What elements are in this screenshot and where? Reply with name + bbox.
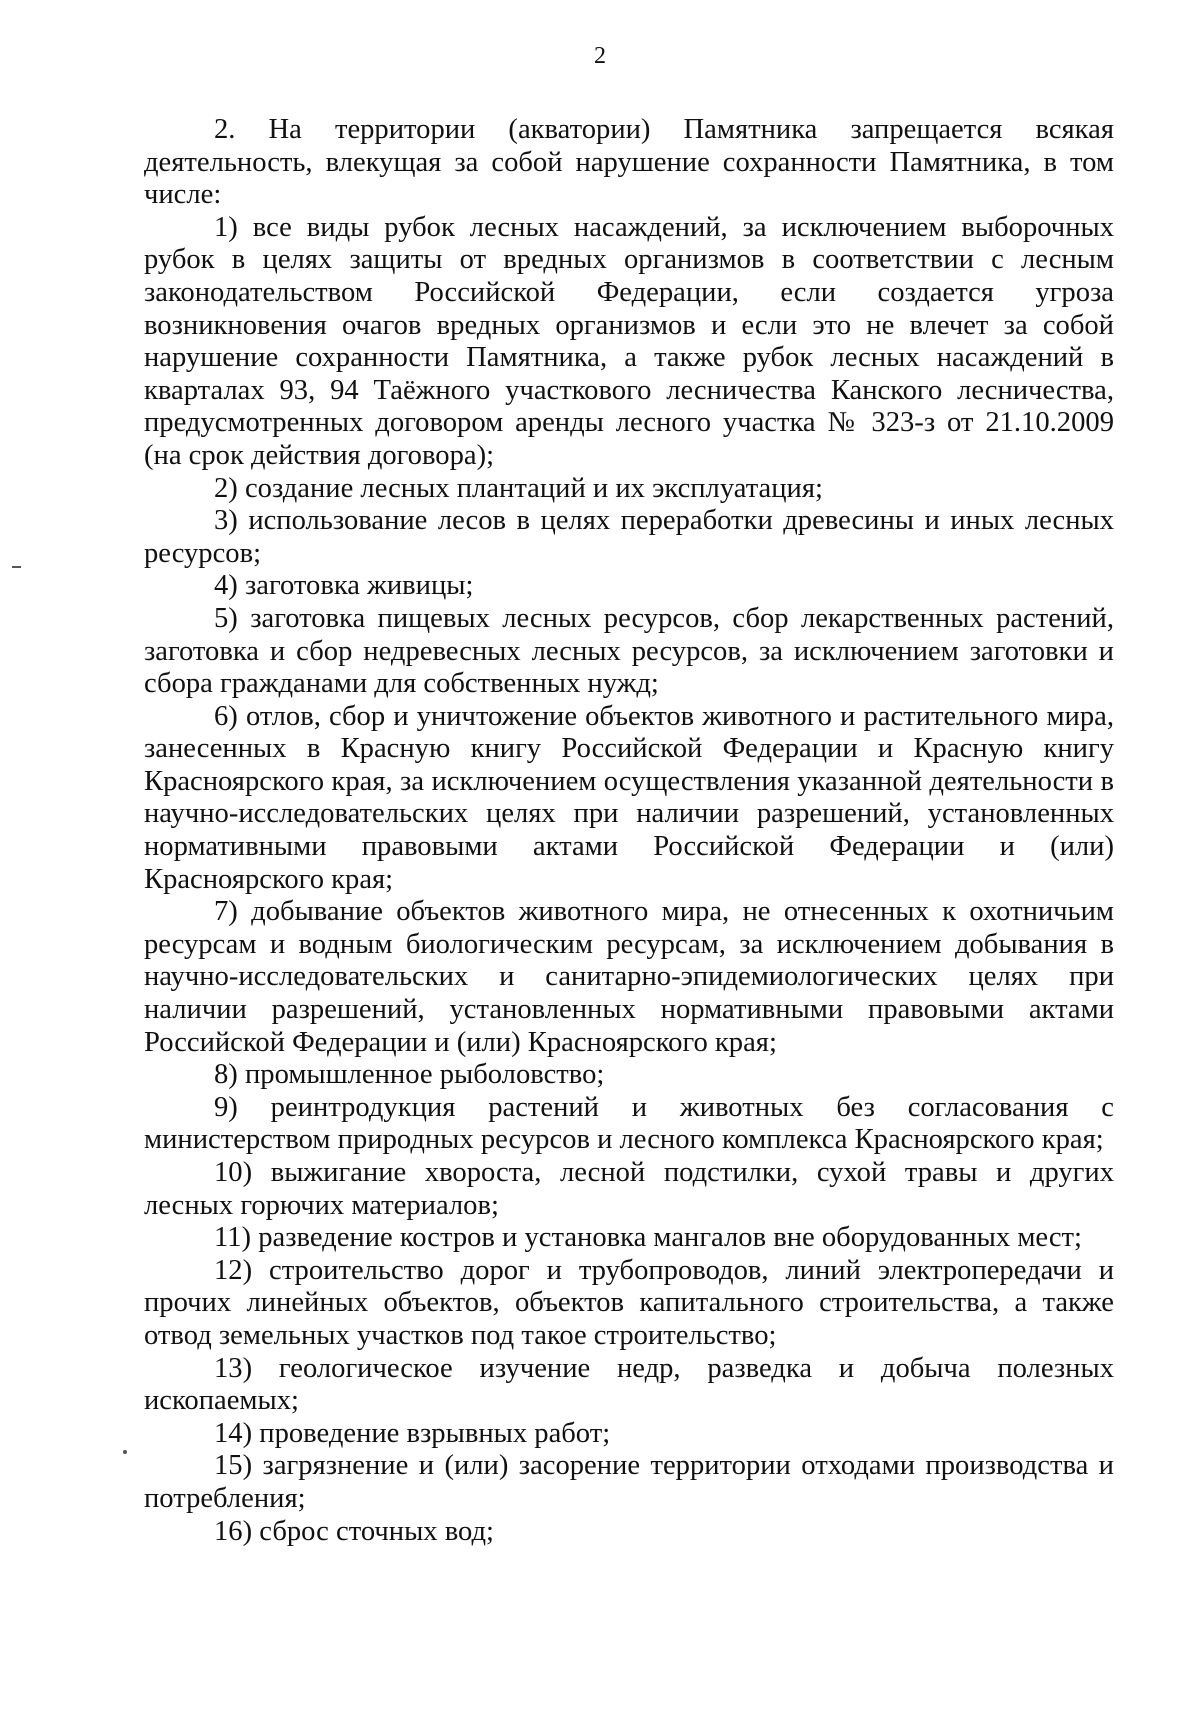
list-item bbox=[144, 1092, 1114, 1157]
list-item bbox=[144, 1059, 1114, 1092]
page-number: 2 bbox=[594, 43, 606, 69]
list-item bbox=[144, 896, 1114, 1059]
list-item bbox=[144, 603, 1114, 701]
item-number: 16) bbox=[214, 1515, 253, 1547]
intro-paragraph bbox=[144, 114, 1114, 212]
list-item bbox=[144, 505, 1114, 570]
item-text: проведение взрывных работ; bbox=[259, 1417, 611, 1449]
item-text: все виды рубок лесных насаждений, за исключением выборочных рубок в целях защиты от вредных организмов в соответствии с лесным законодательством Российской Федерации, если создается угроза возникновения очагов вредных организмов и если это не влечет за собой нарушение сохранности Памятника, а также рубок лесных насаждений в кварталах 93, 94 Таёжного участкового лесничества Канского лесничества, предусмотренных договором аренды лесного участка № 323-з от 21.10.2009 (на срок действия договора); bbox=[144, 211, 1115, 471]
item-number: 4) bbox=[214, 570, 238, 602]
item-text: загрязнение и (или) засорение территории отходами производства и потребления; bbox=[144, 1450, 1114, 1514]
list-item bbox=[144, 1157, 1114, 1222]
item-number: 15) bbox=[214, 1450, 253, 1482]
list-item bbox=[144, 1450, 1114, 1515]
item-number: 1) bbox=[214, 211, 238, 243]
list-item bbox=[144, 1255, 1114, 1353]
item-text: сброс сточных вод; bbox=[259, 1515, 494, 1547]
item-text: геологическое изучение недр, разведка и добыча полезных ископаемых; bbox=[144, 1352, 1114, 1417]
item-text: промышленное рыболовство; bbox=[244, 1059, 605, 1091]
document-body bbox=[144, 114, 1114, 1548]
item-text: создание лесных плантаций и их эксплуатация; bbox=[244, 472, 823, 504]
margin-scan-mark bbox=[12, 566, 21, 568]
list-item bbox=[144, 212, 1114, 473]
item-number: 6) bbox=[214, 700, 238, 732]
item-number: 13) bbox=[214, 1352, 253, 1384]
item-number: 7) bbox=[214, 896, 238, 928]
item-number: 8) bbox=[214, 1059, 238, 1091]
margin-scan-dot bbox=[123, 1450, 127, 1454]
item-number: 11) bbox=[214, 1222, 252, 1254]
item-text: выжигание хвороста, лесной подстилки, сухой травы и других лесных горючих материалов; bbox=[144, 1157, 1114, 1221]
item-text: заготовка пищевых лесных ресурсов, сбор лекарственных растений, заготовка и сбор недревесных лесных ресурсов, за исключением заготовки и сбора гражданами для собственных нужд; bbox=[144, 602, 1114, 700]
item-text: заготовка живицы; bbox=[244, 570, 474, 602]
list-item bbox=[144, 1418, 1114, 1451]
item-number: 10) bbox=[214, 1157, 253, 1188]
item-number: 14) bbox=[214, 1417, 253, 1449]
list-item bbox=[144, 1222, 1114, 1255]
list-item bbox=[144, 1516, 1114, 1549]
item-number: 12) bbox=[214, 1254, 253, 1286]
item-text: добывание объектов животного мира, не отнесенных к охотничьим ресурсам и водным биологическим ресурсам, за исключением добывания в научно-исследовательских и санитарно-эпидемиологических целях при наличии разрешений, установленных нормативными правовыми актами Российской Федерации и (или) Красноярского края; bbox=[144, 896, 1114, 1058]
intro-text: На территории (акватории) Памятника запрещается всякая деятельность, влекущая за собой нарушение сохранности Памятника, в том числе: bbox=[144, 114, 1114, 211]
item-text: строительство дорог и трубопроводов, линий электропередачи и прочих линейных объектов, объектов капитального строительства, а также отвод земельных участков под такое строительство; bbox=[144, 1254, 1115, 1351]
item-text: реинтродукция растений и животных без согласования с министерством природных ресурсов и лесного комплекса Красноярского края; bbox=[144, 1091, 1114, 1156]
item-number: 2) bbox=[214, 472, 238, 504]
intro-number: 2. bbox=[214, 114, 236, 145]
list-item bbox=[144, 570, 1114, 603]
list-item bbox=[144, 1353, 1114, 1418]
item-text: отлов, сбор и уничтожение объектов животного и растительного мира, занесенных в Красную книгу Российской Федерации и Красную книгу Красноярского края, за исключением осуществления указанной деятельности в научно-исследовательских целях при наличии разрешений, установленных нормативными правовыми актами Российской Федерации и (или) Красноярского края; bbox=[144, 700, 1114, 895]
item-text: использование лесов в целях переработки древесины и иных лесных ресурсов; bbox=[144, 505, 1114, 569]
list-item bbox=[144, 473, 1114, 506]
item-text: разведение костров и установка мангалов вне оборудованных мест; bbox=[258, 1222, 1082, 1254]
item-number: 5) bbox=[214, 602, 238, 634]
item-number: 3) bbox=[214, 505, 238, 537]
item-number: 9) bbox=[214, 1091, 238, 1123]
list-item bbox=[144, 701, 1114, 897]
